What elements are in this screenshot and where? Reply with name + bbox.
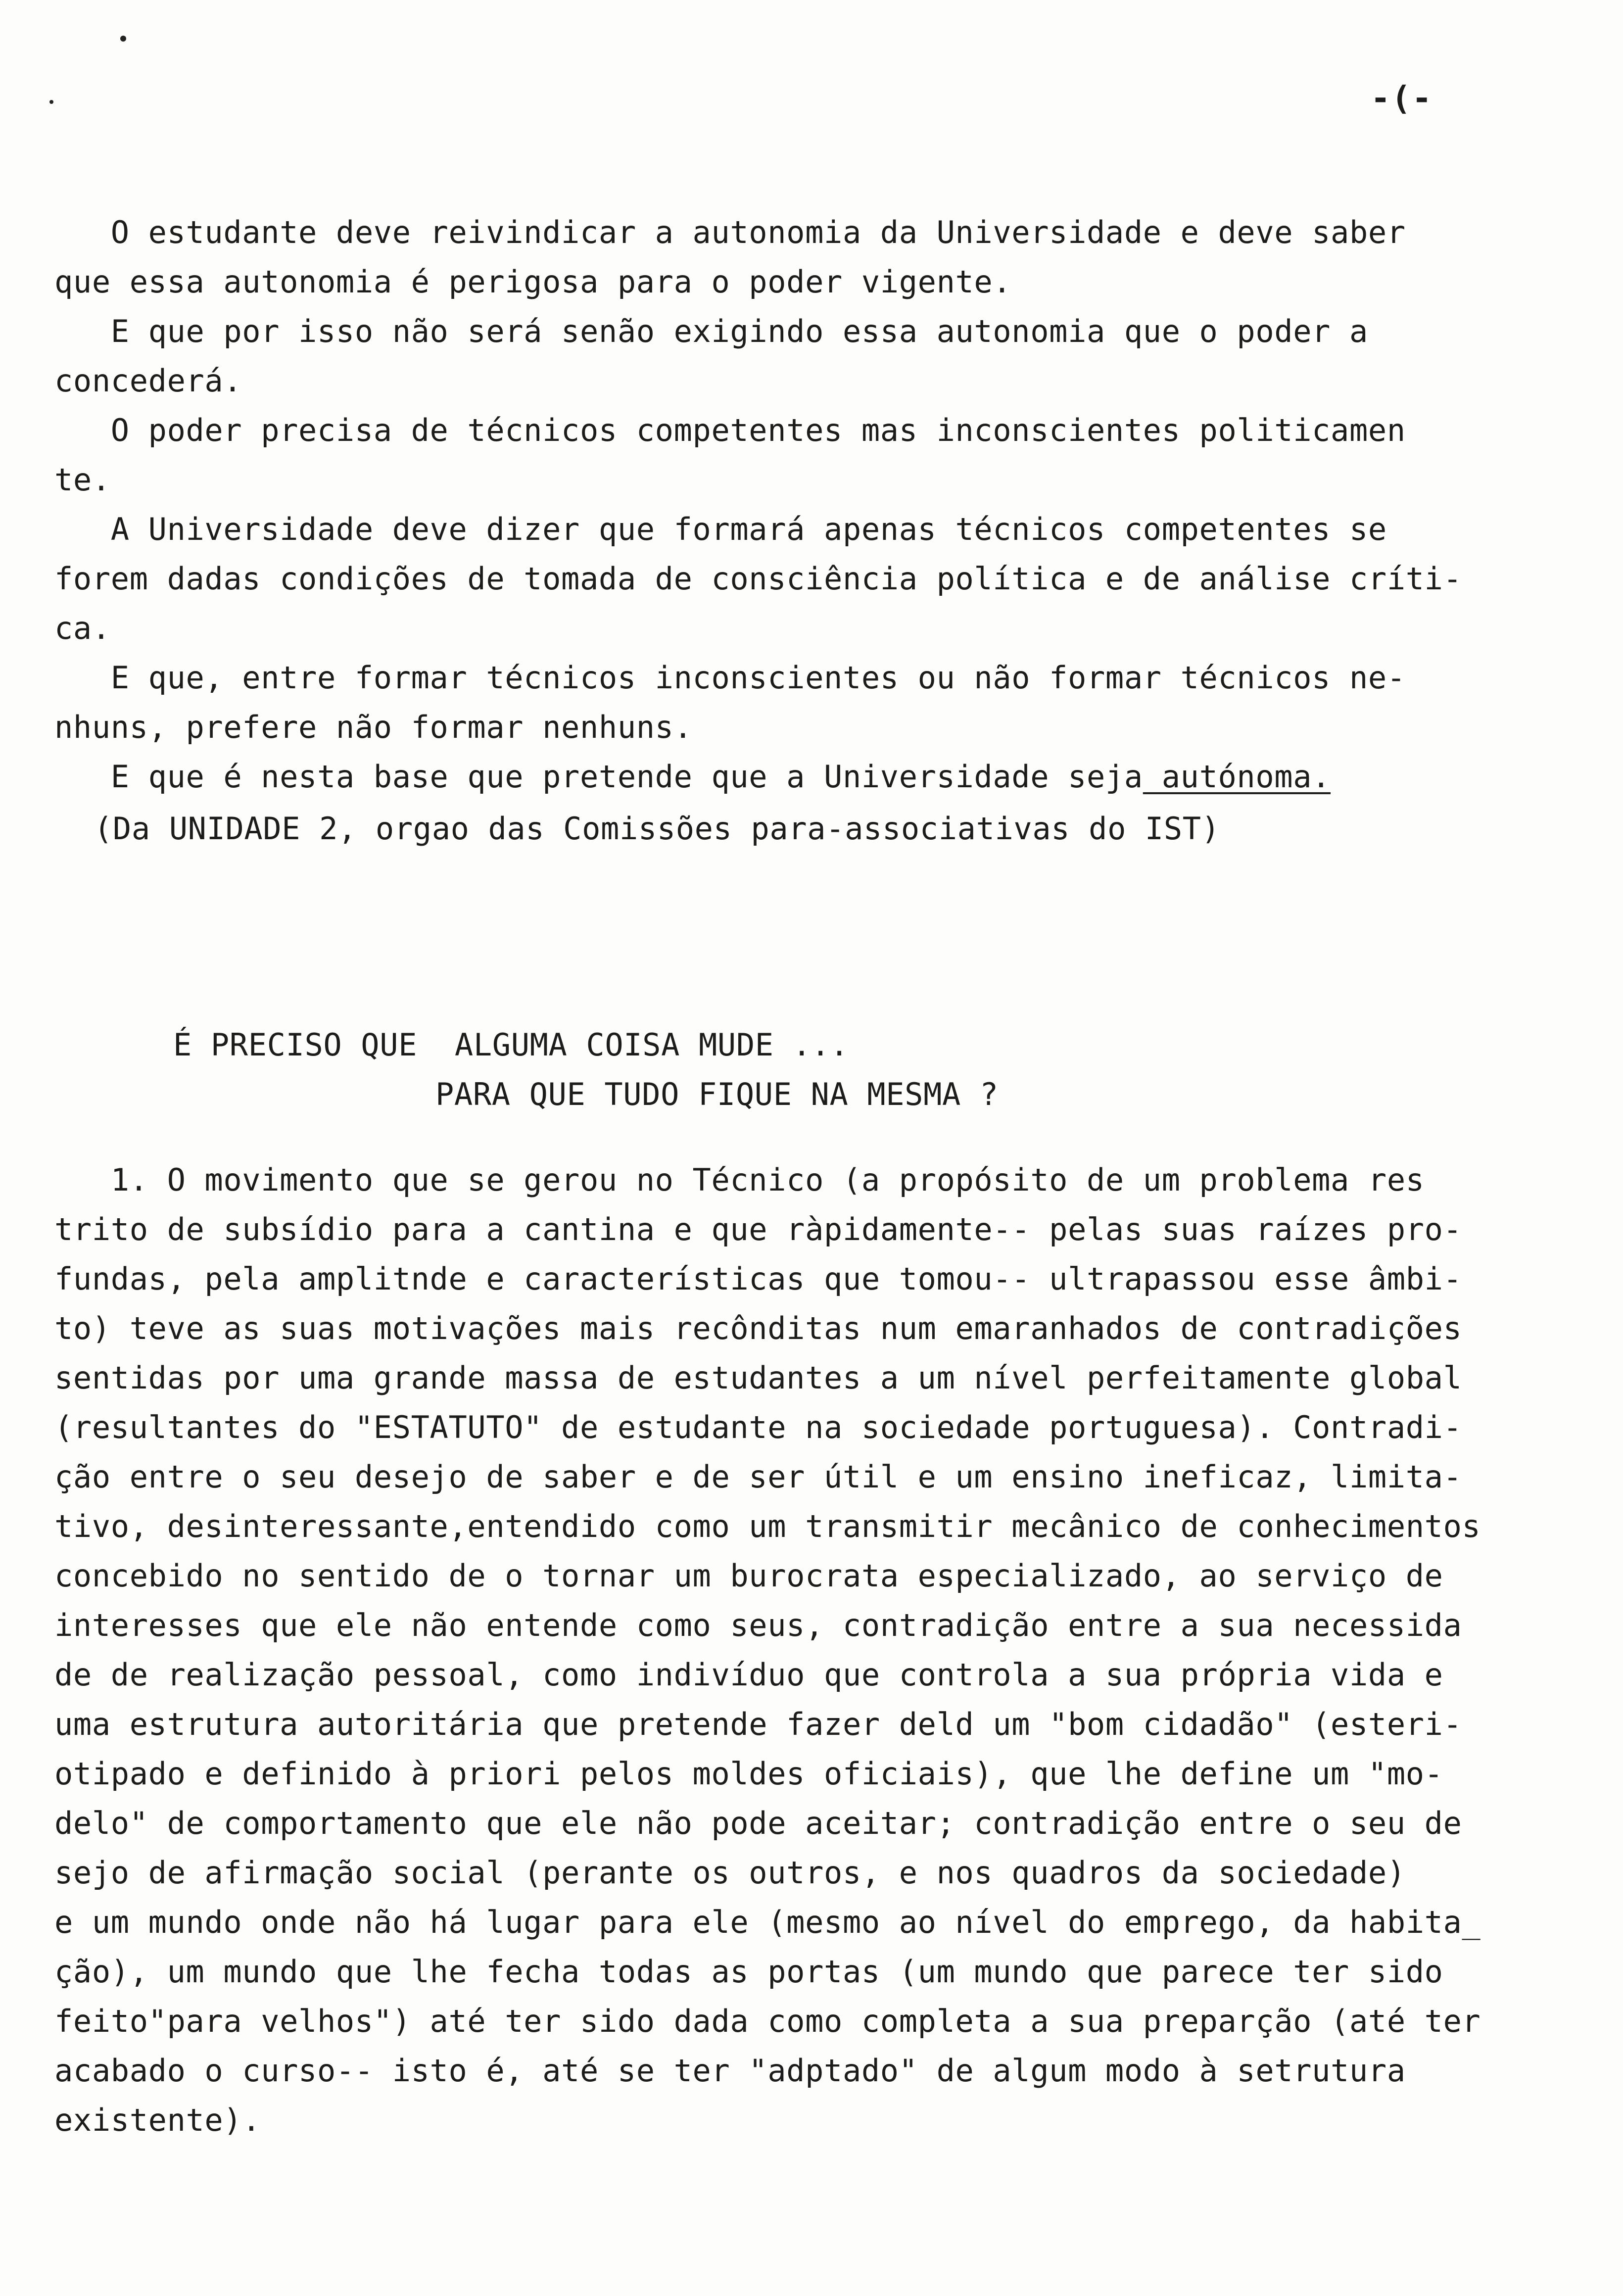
source-citation: (Da UNIDADE 2, orgao das Comissões para-associativas do IST) [94, 811, 1220, 847]
text-line: existente). [54, 2102, 261, 2138]
section-title-line-1: É PRECISO QUE ALGUMA COISA MUDE ... [173, 1027, 849, 1063]
section-title-line-2: PARA QUE TUDO FIQUE NA MESMA ? [435, 1076, 999, 1112]
text-line: feito"para velhos") até ter sido dada como completa a sua preparção (até ter [54, 2003, 1481, 2039]
emphasis-autonoma: autónoma. [1143, 759, 1331, 795]
text-line: e um mundo onde não há lugar para ele (mesmo ao nível do emprego, da habita_ [54, 1904, 1481, 1940]
text-line: concebido no sentido de o tornar um burocrata especializado, ao serviço de [54, 1558, 1443, 1594]
text-line: que essa autonomia é perigosa para o poder vigente. [54, 264, 1012, 300]
stray-mark [49, 100, 53, 104]
text-line: tivo, desinteressante,entendido como um transmitir mecânico de conhecimentos [54, 1508, 1481, 1544]
text-line: E que por isso não será senão exigindo essa autonomia que o poder a [54, 313, 1368, 349]
text-line: to) teve as suas motivações mais recônditas num emaranhados de contradições [54, 1310, 1462, 1346]
text-line: trito de subsídio para a cantina e que ràpidamente-- pelas suas raízes pro- [54, 1211, 1462, 1247]
text-line: O estudante deve reivindicar a autonomia da Universidade e deve saber [54, 214, 1406, 250]
text-line: interesses que ele não entende como seus, contradição entre a sua necessida [54, 1607, 1462, 1643]
text-line-with-emphasis [54, 752, 1331, 802]
text-line: O poder precisa de técnicos competentes mas inconscientes politicamen [54, 412, 1406, 448]
text-line: (resultantes do "ESTATUTO" de estudante na sociedade portuguesa). Contradi- [54, 1409, 1462, 1445]
text-line: acabado o curso-- isto é, até se ter "adptado" de algum modo à setrutura [54, 2053, 1406, 2089]
text-line: forem dadas condições de tomada de consciência política e de análise críti- [54, 561, 1462, 597]
text-line: E que, entre formar técnicos inconscientes ou não formar técnicos ne- [54, 660, 1406, 696]
text-line: A Universidade deve dizer que formará apenas técnicos competentes se [54, 511, 1387, 547]
text-line: 1. O movimento que se gerou no Técnico (a propósito de um problema res [54, 1162, 1425, 1198]
text-line: nhuns, prefere não formar nenhuns. [54, 709, 693, 745]
text-line: te. [54, 462, 111, 498]
text-line: sentidas por uma grande massa de estudantes a um nível perfeitamente global [54, 1360, 1462, 1396]
page-number: -(- [1371, 79, 1433, 117]
text-line: concederá. [54, 363, 242, 399]
text-line: delo" de comportamento que ele não pode aceitar; contradição entre o seu de [54, 1805, 1462, 1841]
text-line: ção), um mundo que lhe fecha todas as portas (um mundo que parece ter sido [54, 1954, 1443, 1990]
text-line: otipado e definido à priori pelos moldes oficiais), que lhe define um "mo- [54, 1756, 1443, 1792]
text-fragment: E que é nesta base que pretende que a Universidade seja [54, 759, 1143, 795]
punch-mark [120, 36, 126, 42]
text-line: sejo de afirmação social (perante os outros, e nos quadros da sociedade) [54, 1855, 1406, 1891]
text-line: fundas, pela amplitnde e características que tomou-- ultrapassou esse âmbi- [54, 1261, 1462, 1297]
text-line: de de realização pessoal, como indivíduo que controla a sua própria vida e [54, 1657, 1443, 1693]
text-line: uma estrutura autoritária que pretende fazer deld um "bom cidadão" (esteri- [54, 1706, 1462, 1742]
text-line: ção entre o seu desejo de saber e de ser útil e um ensino ineficaz, limita- [54, 1459, 1462, 1495]
text-line: ca. [54, 610, 111, 646]
